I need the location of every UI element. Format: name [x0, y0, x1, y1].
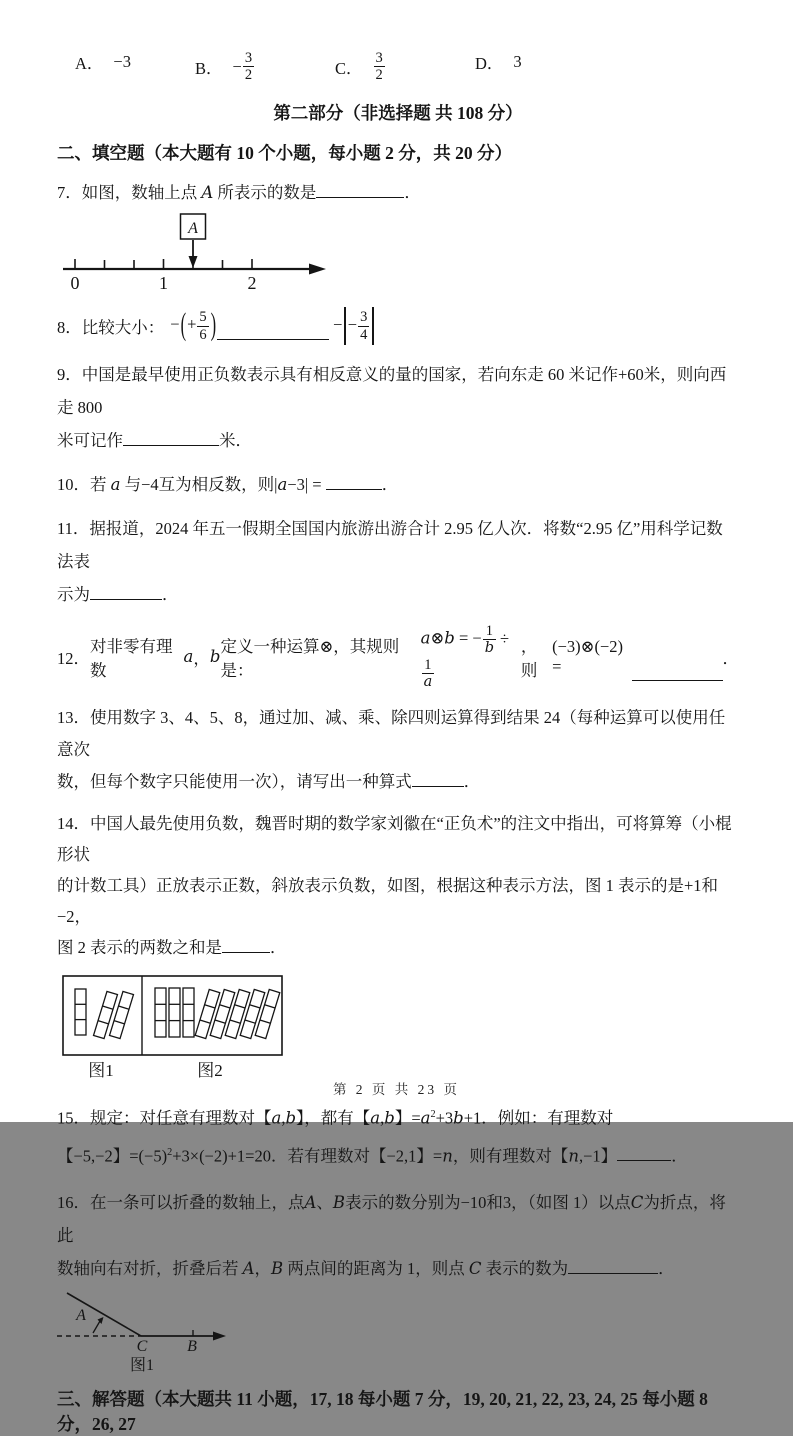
figure-q14-counting-rods	[62, 975, 739, 1086]
q8-expression-1	[170, 305, 217, 343]
q8-plus: +	[187, 314, 197, 334]
q15-t6: +1．例如：有理数对	[463, 1108, 614, 1128]
tick-label-2: 2	[247, 273, 257, 293]
q15-period: ．	[671, 1146, 688, 1165]
q12-var-a: a	[183, 647, 194, 666]
answer-section-header: 三、解答题（本大题共 11 小题，17, 18 每小题 7 分，19, 20, 21, 22, 23, 24, 25 每小题 8 分，26, 27	[57, 1389, 708, 1434]
q12-comma: ，	[193, 648, 210, 668]
q16-var-c2: C	[468, 1259, 482, 1278]
option-b	[195, 50, 255, 84]
q11-text2: 示为	[57, 585, 90, 604]
q15-t7: 【−5,−2】=(−5)	[57, 1146, 168, 1165]
fill-section-header: 二、填空题（本大题有 10 个小题，每小题 2 分，共 20 分）	[57, 143, 512, 163]
q9-answer-blank	[123, 429, 219, 446]
q15-var-a3: a	[420, 1108, 431, 1128]
q8-answer-blank	[217, 323, 329, 340]
q11-line1	[57, 512, 739, 578]
q11-answer-blank	[90, 583, 162, 600]
q14-line1	[57, 808, 739, 870]
q8-number: 8．	[57, 318, 82, 337]
q7-text2: 所表示的数是	[213, 183, 317, 202]
question-7	[57, 177, 739, 208]
figure-q7-number-line	[59, 212, 739, 297]
tick-label-1: 1	[159, 273, 168, 293]
q7-number: 7．	[57, 183, 82, 202]
q15-t5: +3	[435, 1108, 454, 1128]
q10-var-a: a	[110, 475, 121, 494]
q13-period: ．	[463, 772, 481, 791]
q15-t0: 规定：对任意有理数对【	[90, 1108, 272, 1128]
option-b-denominator: 2	[244, 67, 253, 84]
q8-expression-2	[333, 307, 375, 345]
q12-frac2-den: a	[423, 673, 433, 690]
q16-t1: 、	[316, 1193, 333, 1212]
q8-frac2-den: 4	[360, 326, 368, 343]
q8-abs-bar-right	[372, 307, 373, 345]
q12-rule-b: b	[444, 628, 455, 648]
q15-t8: +3×(−2)+1=20．若有理数对【−2,1】=	[172, 1146, 443, 1165]
page-footer: 第 2 页 共 23 页	[332, 1082, 461, 1097]
q13-number: 13．	[57, 708, 90, 727]
q15-sup2b: 2	[167, 1146, 173, 1158]
part2-title: 第二部分（非选择题 共 108 分）	[273, 103, 523, 123]
q15-t1: ,	[281, 1108, 286, 1128]
question-15	[57, 1098, 739, 1173]
option-d	[475, 50, 522, 74]
q8-frac1-den: 6	[199, 326, 207, 343]
q7-answer-blank	[316, 181, 404, 198]
axis-arrowhead-icon	[309, 264, 326, 275]
q15-answer-blank	[617, 1144, 671, 1161]
q12-text1: 对非零有理数	[90, 636, 173, 680]
q16-var-b2: B	[271, 1259, 284, 1278]
option-b-value	[233, 50, 256, 84]
q11-line2	[57, 578, 739, 611]
q16-t7: 表示的数为	[481, 1259, 569, 1278]
number-line-svg	[59, 212, 339, 292]
q14-line3	[57, 932, 739, 963]
q13-answer-blank	[412, 770, 464, 787]
q14-period: ．	[270, 938, 287, 957]
q9-text3: 米．	[219, 431, 252, 450]
option-c	[335, 50, 386, 84]
option-c-label: C．	[335, 58, 363, 78]
q15-var-b3: b	[453, 1108, 464, 1128]
point-a-label: A	[188, 220, 198, 237]
q16-t0: 在一条可以折叠的数轴上，点	[90, 1193, 305, 1212]
q16-t5: ，	[254, 1259, 272, 1278]
question-14	[57, 808, 739, 963]
q10-text2: 与−4互为相反数，则	[120, 475, 275, 494]
figure-q16-folded-axis	[30, 1287, 739, 1382]
q12-frac2-num: 1	[424, 656, 432, 673]
q8-right-paren: )	[210, 305, 217, 342]
tick-label-0: 0	[70, 273, 80, 293]
axis-ticks	[75, 259, 252, 269]
q15-var-n: n	[442, 1146, 453, 1165]
q8-frac1-num: 5	[199, 309, 207, 326]
q15-var-a2: a	[370, 1108, 381, 1128]
fig1-caption: 图1	[88, 1061, 114, 1080]
q15-var-b: b	[285, 1108, 297, 1128]
q7-text: 如图，数轴上点	[81, 183, 202, 202]
q8-text: 比较大小：	[81, 318, 165, 337]
q14-line2	[57, 870, 739, 932]
q9-line2	[57, 424, 739, 457]
q7-period: ．	[404, 183, 421, 202]
option-b-sign: −	[232, 56, 242, 76]
q15-t3: ,	[380, 1108, 385, 1128]
q15-number: 15．	[57, 1108, 90, 1128]
q14-number: 14．	[57, 814, 90, 833]
question-11	[57, 512, 739, 611]
q15-var-n2: n	[568, 1146, 579, 1165]
q8-frac2-num: 3	[360, 309, 368, 326]
q15-line1	[57, 1098, 739, 1136]
folded-axis-svg	[30, 1287, 240, 1377]
fig1-slanted-rod-2	[110, 991, 134, 1038]
q12-frac1-den: b	[484, 640, 495, 657]
q16-var-b: B	[332, 1193, 346, 1212]
option-a-value: −3	[113, 52, 131, 71]
q8-left-paren: (	[180, 305, 187, 342]
question-10	[57, 469, 739, 500]
q9-line1	[57, 358, 739, 424]
fold-point-c-label: C	[136, 1338, 148, 1355]
q10-abs-right: | =	[304, 475, 326, 494]
option-c-numerator: 3	[375, 50, 383, 66]
q16-t4: 数轴向右对折，折叠后若	[57, 1259, 243, 1278]
q10-period: ．	[381, 475, 399, 494]
q12-divide-sign: ÷	[500, 628, 510, 648]
q7-var-a: A	[201, 183, 214, 202]
q11-number: 11．	[57, 519, 90, 538]
q16-t6: 两点间的距离为 1，则点	[283, 1259, 469, 1278]
q12-number: 12．	[57, 648, 90, 668]
q14-text2: 的计数工具）正放表示正数，斜放表示负数，如图，根据这种表示方法，图 1 表示的是+1和−2，	[57, 876, 719, 926]
fold-figure-caption: 图1	[129, 1357, 155, 1374]
question-12	[57, 623, 739, 690]
q8-minus3: −	[347, 314, 358, 334]
q12-eval-expression: (−3)⊗(−2) =	[552, 636, 623, 676]
q14-text1: 中国人最先使用负数，魏晋时期的数学家刘徽在“正负术”的注文中指出，可将算筹（小棍形状	[57, 814, 732, 864]
fig2-slanted-rods	[195, 989, 280, 1038]
q16-answer-blank	[568, 1257, 658, 1274]
fold-arrow-shaft	[93, 1321, 100, 1333]
q12-equals-minus: = −	[454, 628, 482, 648]
option-c-denominator: 2	[375, 67, 383, 84]
q12-text3: ，则	[520, 636, 538, 680]
option-d-value: 3	[513, 52, 522, 71]
q12-rule-a: a	[420, 628, 431, 648]
q15-t2: 】，都有【	[296, 1108, 371, 1128]
fig2-caption: 图2	[197, 1061, 223, 1080]
q8-abs-bar-left	[344, 307, 345, 345]
q10-number: 10．	[57, 475, 90, 494]
q15-t9: ，则有理数对【	[452, 1146, 569, 1165]
q16-t2: 表示的数分别为−10和3，（如图 1）以点	[345, 1193, 631, 1212]
fold-point-a-label: A	[76, 1307, 86, 1324]
q15-t4: 】=	[394, 1108, 421, 1128]
q16-number: 16．	[57, 1193, 90, 1212]
q16-t3: 为折点，将此	[57, 1193, 726, 1245]
q12-text2: 定义一种运算⊗，其规则是：	[220, 636, 400, 680]
q16-line2	[57, 1252, 739, 1285]
q13-text2: 数，但每个数字只能使用一次），请写出一种算式	[57, 772, 412, 791]
fold-point-b-label: B	[187, 1338, 197, 1355]
q11-period: ．	[162, 585, 179, 604]
q15-line2	[57, 1136, 739, 1174]
q10-abs-left: |	[274, 475, 278, 494]
option-d-label: D．	[475, 54, 504, 73]
q8-minus2: −	[333, 314, 343, 334]
q12-var-b: b	[209, 647, 221, 666]
option-c-value	[374, 50, 385, 84]
option-b-numerator: 3	[244, 50, 253, 66]
option-a	[75, 50, 131, 74]
q8-minus: −	[170, 314, 180, 334]
q16-line1	[57, 1186, 739, 1252]
question-8	[57, 303, 739, 349]
q16-var-a: A	[304, 1193, 317, 1212]
q15-t10: ,−1】	[579, 1146, 618, 1165]
choice-options-row	[57, 44, 739, 92]
q16-var-a2: A	[242, 1259, 255, 1278]
q10-text1: 若	[90, 475, 111, 494]
question-16	[57, 1186, 739, 1285]
q16-var-c: C	[630, 1193, 644, 1212]
q11-text1: 据报道，2024 年五一假期全国国内旅游出游合计 2.95 亿人次．将数“2.95 亿”用科学记数法表	[57, 519, 723, 571]
q13-line2	[57, 766, 739, 798]
q12-period: ．	[722, 648, 740, 668]
fig1-slanted-rod-1	[94, 991, 118, 1038]
fig1-vertical-rod	[75, 989, 86, 1035]
q10-answer-blank	[326, 473, 382, 490]
q16-period: ．	[658, 1259, 675, 1278]
q15-sup2: 2	[430, 1109, 436, 1120]
q12-frac1-num: 1	[485, 623, 493, 639]
q9-text2: 米可记作	[57, 431, 123, 450]
q10-math: −3	[287, 475, 305, 494]
q12-otimes: ⊗	[430, 628, 445, 648]
q15-var-a: a	[271, 1108, 282, 1128]
q15-var-b2: b	[384, 1108, 395, 1128]
option-b-label: B．	[195, 58, 223, 78]
question-13	[57, 702, 739, 798]
q14-answer-blank	[222, 936, 270, 953]
fig2-vertical-rods	[155, 988, 194, 1037]
q9-text1: 中国是最早使用正负数表示具有相反意义的量的国家，若向东走 60 米记作+60米，则向西走 800	[57, 365, 727, 417]
question-9	[57, 358, 739, 457]
axis-ray-arrowhead-icon	[213, 1332, 226, 1341]
q12-rule-expression	[421, 623, 521, 690]
q13-text1: 使用数字 3、4、5、8，通过加、减、乘、除四则运算得到结果 24（每种运算可以使用任意次	[57, 708, 726, 759]
q10-var-a2: a	[277, 475, 288, 494]
q13-line1	[57, 702, 739, 766]
counting-rods-svg	[62, 975, 286, 1081]
option-a-label: A．	[75, 54, 104, 73]
q9-number: 9．	[57, 365, 82, 384]
q12-answer-blank	[632, 664, 723, 681]
q14-text3: 图 2 表示的两数之和是	[57, 938, 222, 957]
